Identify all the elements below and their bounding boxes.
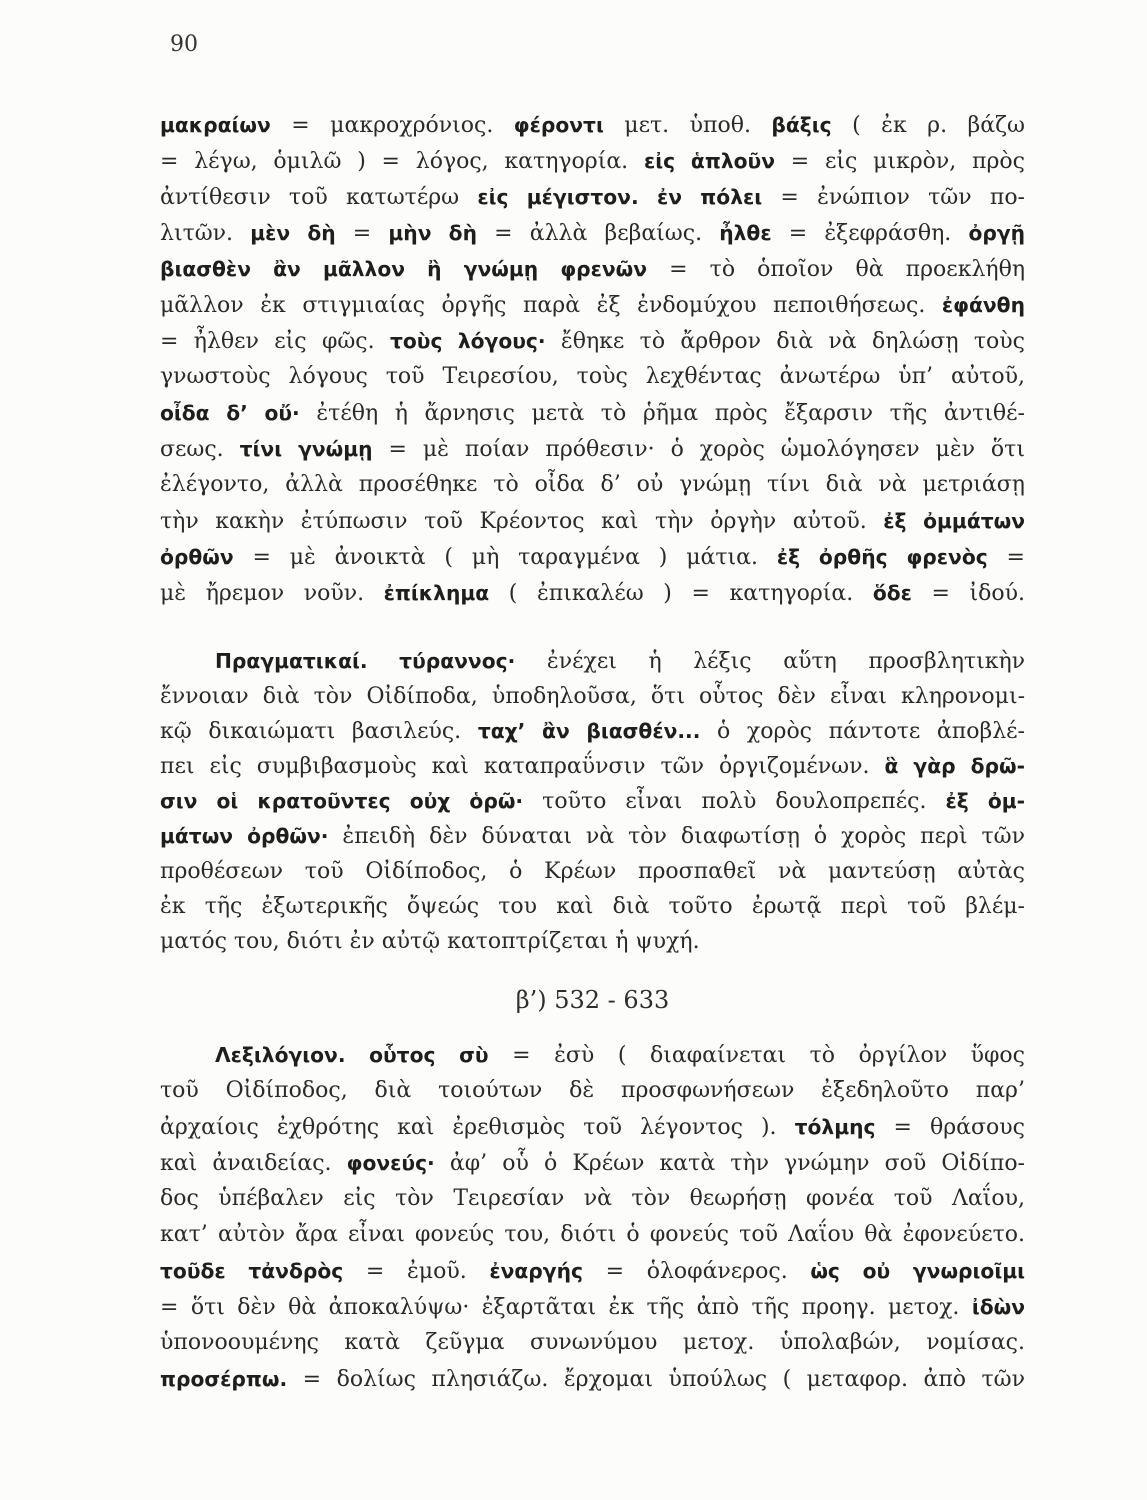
lemma-term: τόλμης bbox=[794, 1115, 876, 1139]
text-line bbox=[160, 1181, 1025, 1217]
lemma-term: τίνι γνώμῃ bbox=[239, 437, 373, 461]
text-line bbox=[160, 251, 1025, 287]
text-line bbox=[160, 179, 1025, 215]
text-line bbox=[160, 215, 1025, 251]
text-line bbox=[160, 395, 1025, 431]
text-line bbox=[160, 889, 1025, 924]
lemma-term: ὀρθῶν bbox=[160, 545, 234, 569]
gloss-text: ἀρχαίοις ἐχθρότης καὶ ἐρεθισμὸς τοῦ λέγοντος ). bbox=[160, 1115, 795, 1140]
lemma-term: ἰδὼν bbox=[971, 1295, 1025, 1319]
gloss-text: κῷ δικαιώματι βασιλεύς. bbox=[160, 719, 478, 744]
gloss-text: ἐλέγοντο, ἀλλὰ προσέθηκε τὸ οἶδα δ’ οὐ γνώμῃ τίνι διὰ νὰ μετριάσῃ bbox=[160, 472, 1025, 497]
gloss-text: ἀντίθεσιν τοῦ κατωτέρω bbox=[160, 185, 478, 210]
gloss-text: = ἐνώπιον τῶν πο- bbox=[762, 185, 1025, 210]
gloss-text: ( ἐκ ρ. βάζω bbox=[831, 113, 1025, 138]
lemma-term: εἰς μέγιστον. ἐν πόλει bbox=[477, 185, 763, 209]
lemma-term: ταχ’ ἂν βιασθέν... bbox=[477, 719, 701, 743]
gloss-text: = λέγω, ὁμιλῶ ) = λόγος, κατηγορία. bbox=[160, 149, 644, 174]
gloss-text: = ὁλοφάνερος. bbox=[582, 1259, 811, 1284]
gloss-text: τοῦ Οἰδίποδος, διὰ τοιούτων δὲ προσφωνήσεων ἐξεδηλοῦτο παρ’ bbox=[160, 1078, 1025, 1103]
text-line bbox=[160, 784, 1025, 819]
text-line bbox=[160, 1109, 1025, 1145]
gloss-text: ἔννοιαν διὰ τὸν Οἰδίποδα, ὑποδηλοῦσα, ὅτι οὗτος δὲν εἶναι κληρονομι- bbox=[160, 684, 1025, 709]
text-line bbox=[160, 644, 1025, 679]
lemma-term: εἰς ἁπλοῦν bbox=[643, 149, 775, 173]
text-line bbox=[160, 854, 1025, 889]
gloss-text: μετ. ὑποθ. bbox=[603, 113, 772, 138]
gloss-text: = τὸ ὁποῖον θὰ προεκλήθη bbox=[647, 257, 1025, 282]
gloss-text: = μὲ ἀνοικτὰ ( μὴ ταραγμένα ) μάτια. bbox=[233, 545, 777, 570]
text-line bbox=[160, 1253, 1025, 1289]
commentary-paragraph bbox=[160, 107, 1025, 611]
text-line bbox=[160, 1145, 1025, 1181]
gloss-text: τὴν κακὴν ἐτύπωσιν τοῦ Κρέοντος καὶ τὴν ὀργὴν αὐτοῦ. bbox=[160, 509, 884, 534]
gloss-text: δος ὑπέβαλεν εἰς τὸν Τειρεσίαν νὰ τὸν θεωρήσῃ φονέα τοῦ Λαΐου, bbox=[160, 1186, 1025, 1211]
lemma-term: Λεξιλόγιον. οὗτος σὺ bbox=[215, 1043, 489, 1067]
text-line bbox=[160, 287, 1025, 323]
text-line bbox=[160, 1325, 1025, 1361]
lemma-term: ὡς οὐ γνωριοῖμι bbox=[810, 1259, 1025, 1283]
lemma-term: ἐναργής bbox=[489, 1259, 583, 1283]
gloss-text: = μὲ ποίαν πρόθεσιν· ὁ χορὸς ὡμολόγησεν μὲν ὅτι bbox=[372, 437, 1025, 462]
lemma-term: φέροντι bbox=[513, 113, 604, 137]
text-line bbox=[160, 143, 1025, 179]
gloss-text: = ἐσὺ ( διαφαίνεται τὸ ὀργίλον ὕφος bbox=[488, 1043, 1025, 1068]
lemma-term: ἦλθε bbox=[719, 221, 772, 245]
gloss-text: ἐνέχει ἡ λέξις αὕτη προσβλητικὴν bbox=[515, 649, 1025, 674]
gloss-text: ὑπονοουμένης κατὰ ζεῦγμα συνωνύμου μετοχ. ὑπολαβών, νομίσας. bbox=[160, 1330, 1025, 1355]
text-line bbox=[160, 575, 1025, 611]
gloss-text: = ἦλθεν εἰς φῶς. bbox=[160, 329, 390, 354]
lemma-term: ἐξ ὀμ- bbox=[945, 789, 1026, 813]
text-line bbox=[160, 503, 1025, 539]
lemma-term: σιν οἱ κρατοῦντες οὐχ ὁρῶ· bbox=[160, 789, 524, 813]
lemma-term: ἐφάνθη bbox=[941, 293, 1025, 317]
text-line bbox=[160, 924, 1025, 959]
gloss-text: = ὅτι δὲν θὰ ἀποκαλύψω· ἐξαρτᾶται ἐκ τῆς ἀπὸ τῆς προηγ. μετοχ. bbox=[160, 1295, 972, 1320]
lemma-term: μακραίων bbox=[160, 113, 271, 137]
lemma-term: προσέρπω. bbox=[160, 1367, 288, 1391]
gloss-text: πει εἰς συμβιβασμοὺς καὶ καταπραΰνσιν τῶν ὀργιζομένων. bbox=[160, 754, 885, 779]
gloss-text: = bbox=[987, 545, 1025, 570]
gloss-text: ματός του, διότι ἐν αὐτῷ κατοπτρίζεται ἡ ψυχή. bbox=[160, 929, 700, 954]
lemma-term: ἐξ ὀρθῆς φρενὸς bbox=[776, 545, 988, 569]
gloss-text: ( ἐπικαλέω ) = κατηγορία. bbox=[489, 581, 873, 606]
gloss-text: προθέσεων τοῦ Οἰδίποδος, ὁ Κρέων προσπαθεῖ νὰ μαντεύσῃ αὐτὰς bbox=[160, 859, 1025, 884]
gloss-text: κατ’ αὐτὸν ἄρα εἶναι φονεύς του, διότι ὁ φονεύς τοῦ Λαΐου θὰ ἐφονεύετο. bbox=[160, 1222, 1025, 1247]
text-line bbox=[160, 107, 1025, 143]
lemma-term: βιασθὲν ἂν μᾶλλον ἢ γνώμῃ φρενῶν bbox=[160, 257, 648, 281]
gloss-text: = ἰδού. bbox=[911, 581, 1026, 606]
gloss-text: ἐκ τῆς ἐξωτερικῆς ὄψεώς του καὶ διὰ τοῦτο ἐρωτᾷ περὶ τοῦ βλέμ- bbox=[160, 894, 1025, 919]
text-line bbox=[160, 1289, 1025, 1325]
gloss-text: λιτῶν. bbox=[160, 221, 251, 246]
gloss-text: μὲ ἤρεμον νοῦν. bbox=[160, 581, 384, 606]
gloss-text: σεως. bbox=[160, 437, 240, 462]
text-line bbox=[160, 1217, 1025, 1253]
gloss-text: = ἀλλὰ βεβαίως. bbox=[477, 221, 720, 246]
commentary-paragraph bbox=[160, 644, 1025, 959]
lemma-term: ἃ γὰρ δρῶ- bbox=[884, 754, 1026, 778]
text-line bbox=[160, 1073, 1025, 1109]
gloss-text: = ἐμοῦ. bbox=[343, 1259, 490, 1284]
gloss-text: τοῦτο εἶναι πολὺ δουλοπρεπές. bbox=[523, 789, 946, 814]
gloss-text: γνωστοὺς λόγους τοῦ Τειρεσίου, τοὺς λεχθέντας ἀνωτέρω ὑπ’ αὐτοῦ, bbox=[160, 364, 1025, 389]
gloss-text: καὶ ἀναιδείας. bbox=[160, 1151, 347, 1176]
gloss-text: = μακροχρόνιος. bbox=[270, 113, 514, 138]
lemma-term: ὅδε bbox=[872, 581, 912, 605]
text-line bbox=[160, 1361, 1025, 1397]
lemma-term: ἐξ ὀμμάτων bbox=[883, 509, 1025, 533]
text-line bbox=[160, 431, 1025, 467]
lemma-term: τοὺς λόγους· bbox=[389, 329, 546, 353]
text-line bbox=[160, 539, 1025, 575]
lemma-term: μὴν δὴ bbox=[388, 221, 477, 245]
text-line bbox=[160, 1037, 1025, 1073]
lemma-term: ὀργῇ bbox=[968, 221, 1026, 245]
lemma-term: οἶδα δ’ οὔ· bbox=[160, 401, 300, 425]
lemma-term: τοῦδε τἀνδρὸς bbox=[160, 1259, 344, 1283]
lemma-term: μὲν δὴ bbox=[250, 221, 336, 245]
section-heading: β’) 532 - 633 bbox=[515, 986, 670, 1014]
lemma-term: βάξις bbox=[771, 113, 832, 137]
text-line bbox=[160, 714, 1025, 749]
gloss-text: ὁ χορὸς πάντοτε ἀποβλέ- bbox=[700, 719, 1025, 744]
text-line bbox=[160, 359, 1025, 395]
lexicon-paragraph bbox=[160, 1037, 1025, 1397]
gloss-text: μᾶλλον ἐκ στιγμιαίας ὀργῆς παρὰ ἐξ ἐνδομύχου πεποιθήσεως. bbox=[160, 293, 942, 318]
text-line bbox=[160, 323, 1025, 359]
page-number: 90 bbox=[170, 32, 198, 57]
text-line bbox=[160, 467, 1025, 503]
gloss-text: ἔθηκε τὸ ἄρθρον διὰ νὰ δηλώσῃ τοὺς bbox=[545, 329, 1025, 354]
gloss-text: = bbox=[335, 221, 389, 246]
gloss-text: ἀφ’ οὗ ὁ Κρέων κατὰ τὴν γνώμην σοῦ Οἰδίπο- bbox=[434, 1151, 1025, 1176]
gloss-text: = δολίως πλησιάζω. ἔρχομαι ὑπούλως ( μεταφορ. ἀπὸ τῶν bbox=[287, 1367, 1025, 1392]
lemma-term: φονεύς· bbox=[346, 1151, 435, 1175]
text-line bbox=[160, 679, 1025, 714]
lemma-term: Πραγματικαί. τύραννος· bbox=[215, 649, 516, 673]
lemma-term: ἐπίκλημα bbox=[383, 581, 490, 605]
gloss-text: ἐτέθη ἡ ἄρνησις μετὰ τὸ ῥῆμα πρὸς ἔξαρσιν τῆς ἀντιθέ- bbox=[299, 401, 1025, 426]
text-line bbox=[160, 749, 1025, 784]
gloss-text: = εἰς μικρὸν, πρὸς bbox=[774, 149, 1026, 174]
lemma-term: μάτων ὀρθῶν· bbox=[160, 824, 329, 848]
gloss-text: ἐπειδὴ δὲν δύναται νὰ τὸν διαφωτίσῃ ὁ χορὸς περὶ τῶν bbox=[328, 824, 1025, 849]
text-line bbox=[160, 819, 1025, 854]
gloss-text: = θράσους bbox=[875, 1115, 1025, 1140]
gloss-text: = ἐξεφράσθη. bbox=[771, 221, 969, 246]
